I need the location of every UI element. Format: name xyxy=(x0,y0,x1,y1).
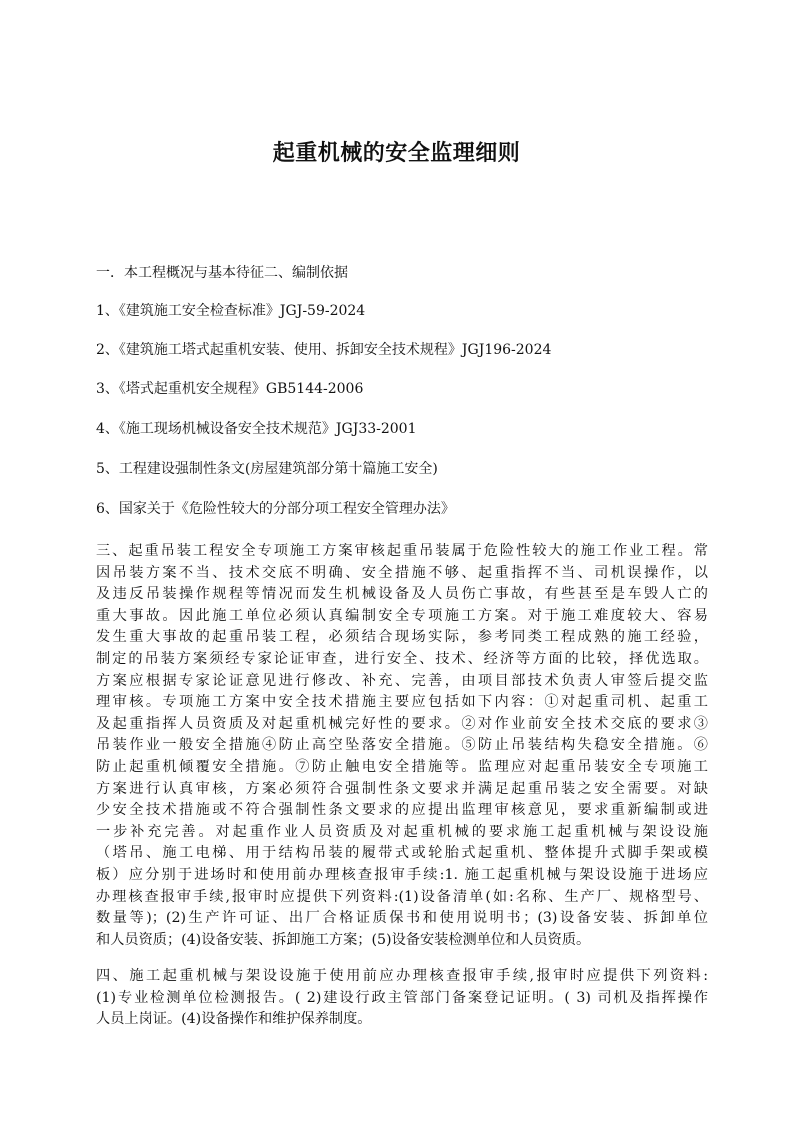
basis-item-6: 6、国家关于《危险性较大的分部分项工程安全管理办法》 xyxy=(96,501,455,517)
paragraph-line: 及起重指挥人员资质及对起重机械完好性的要求。②对作业前安全技术交底的要求③ xyxy=(96,715,708,732)
paragraph-line: 及违反吊装操作规程等情况而发生机械设备及人员伤亡事故，有些甚至是车毁人亡的 xyxy=(96,586,708,603)
paragraph-line: (1)专业检测单位检测报告。( 2)建设行政主管部门备案登记证明。( 3) 司机及指挥操作 xyxy=(96,989,708,1006)
basis-item-2: 2、《建筑施工塔式起重机安装、使用、拆卸安全技术规程》JGJ196-2024 xyxy=(96,342,552,358)
paragraph-line: 方案进行认真审核，方案必须符合强制性条文要求并满足起重吊装之安全需要。对缺 xyxy=(96,780,708,797)
basis-item-3: 3、《塔式起重机安全规程》GB5144-2006 xyxy=(96,381,364,397)
paragraph-line: 数量等)；(2)生产许可证、出厂合格证质保书和使用说明书；(3)设备安装、拆卸单位 xyxy=(96,910,708,927)
paragraph-line: 三、起重吊装工程安全专项施工方案审核起重吊装属于危险性较大的施工作业工程。常 xyxy=(96,543,708,559)
section-4-paragraph xyxy=(96,966,708,1031)
paragraph-line: 和人员资质；(4)设备安装、拆卸施工方案；(5)设备安装检测单位和人员资质。 xyxy=(96,931,591,948)
basis-item-4: 4、《施工现场机械设备安全技术规范》JGJ33-2001 xyxy=(96,421,417,437)
paragraph-line: 人员上岗证。(4)设备操作和维护保养制度。 xyxy=(96,1011,372,1028)
paragraph-line: 吊装作业一般安全措施④防止高空坠落安全措施。⑤防止吊装结构失稳安全措施。⑥ xyxy=(96,737,708,754)
paragraph-line: 防止起重机倾覆安全措施。⑦防止触电安全措施等。监理应对起重吊装安全专项施工 xyxy=(96,758,708,775)
section-3-paragraph xyxy=(96,541,708,951)
paragraph-line: 方案应根据专家论证意见进行修改、补充、完善，由项目部技术负责人审签后提交监 xyxy=(96,672,708,689)
paragraph-line: 因吊装方案不当、技术交底不明确、安全措施不够、起重指挥不当、司机误操作，以 xyxy=(96,564,708,581)
paragraph-line: 重大事故。因此施工单位必须认真编制安全专项施工方案。对于施工难度较大、容易 xyxy=(96,607,708,624)
paragraph-line: 少安全技术措施或不符合强制性条文要求的应提出监理审核意见，要求重新编制或进 xyxy=(96,802,708,819)
paragraph-line: 制定的吊装方案须经专家论证审查，进行安全、技术、经济等方面的比较，择优选取。 xyxy=(96,650,708,667)
paragraph-line: 四、施工起重机械与架设设施于使用前应办理核查报审手续,报审时应提供下列资料: xyxy=(96,968,708,984)
section-heading-1: 一．本工程概况与基本待征二、编制依据 xyxy=(96,265,348,281)
basis-item-1: 1、《建筑施工安全检查标准》JGJ-59-2024 xyxy=(96,303,366,319)
paragraph-line: 发生重大事故的起重吊装工程，必须结合现场实际，参考同类工程成熟的施工经验， xyxy=(96,629,708,646)
paragraph-line: 理审核。专项施工方案中安全技术措施主要应包括如下内容：①对起重司机、起重工 xyxy=(96,694,708,711)
paragraph-line: （塔吊、施工电梯、用于结构吊装的履带式或轮胎式起重机、整体提升式脚手架或模 xyxy=(96,845,708,862)
basis-item-5: 5、工程建设强制性条文(房屋建筑部分第十篇施工安全) xyxy=(96,461,438,477)
page-title: 起重机械的安全监理细则 xyxy=(272,141,521,166)
paragraph-line: 一步补充完善。对起重作业人员资质及对起重机械的要求施工起重机械与架设设施 xyxy=(96,823,708,840)
paragraph-line: 办理核查报审手续,报审时应提供下列资料:(1)设备清单(如:名称、生产厂、规格型号、 xyxy=(96,888,708,905)
paragraph-line: 板）应分别于进场时和使用前办理核查报审手续:1. 施工起重机械与架设设施于进场应 xyxy=(96,866,708,883)
